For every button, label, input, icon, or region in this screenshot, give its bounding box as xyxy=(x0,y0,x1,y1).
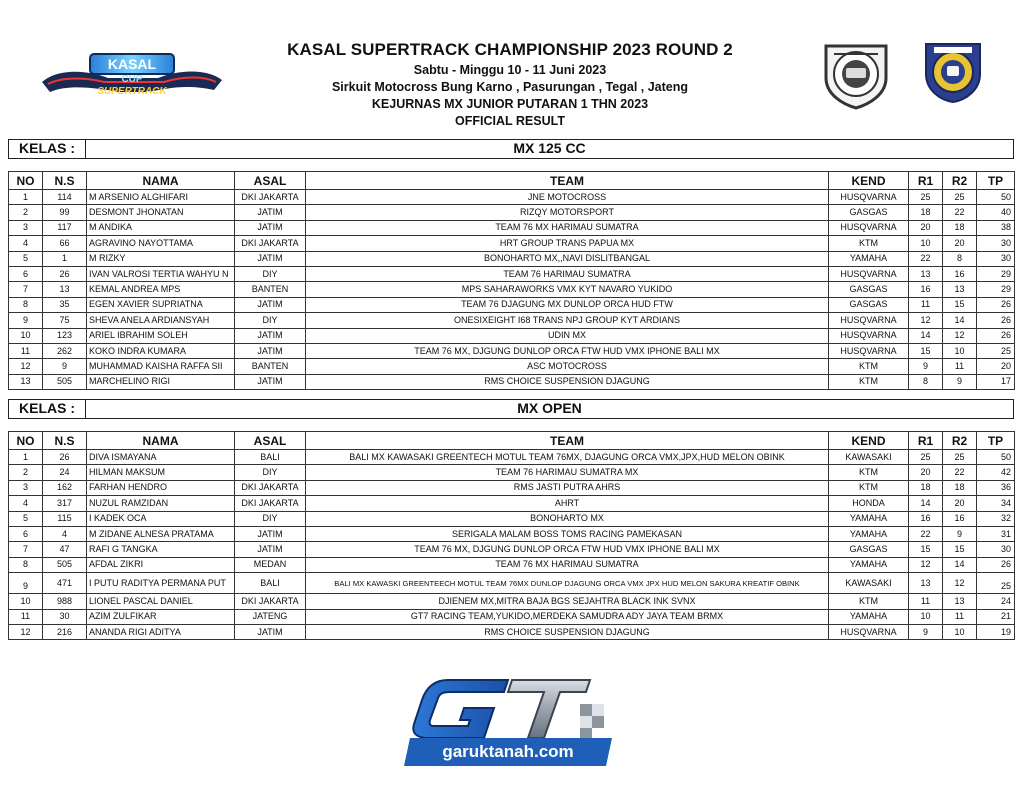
cell-asal: JATIM xyxy=(235,542,306,557)
table-row xyxy=(9,328,1015,343)
results-body xyxy=(9,190,1015,390)
cell-team: ONESIXEIGHT I68 TRANS NPJ GROUP KYT ARDIANS xyxy=(306,313,829,328)
table-row xyxy=(9,526,1015,541)
cell-kend: HUSQVARNA xyxy=(829,624,909,639)
cell-team: HRT GROUP TRANS PAPUA MX xyxy=(306,236,829,251)
cell-asal: JATIM xyxy=(235,220,306,235)
cell-tp: 31 xyxy=(977,526,1015,541)
col-nama: NAMA xyxy=(87,172,235,190)
cell-r1: 20 xyxy=(909,465,943,480)
results-body xyxy=(9,450,1015,640)
cell-asal: DIY xyxy=(235,313,306,328)
cell-nama: IVAN VALROSI TERTIA WAHYU N xyxy=(87,266,235,281)
cell-tp: 17 xyxy=(977,374,1015,389)
cell-tp: 20 xyxy=(977,359,1015,374)
cell-team: BONOHARTO MX xyxy=(306,511,829,526)
cell-asal: JATIM xyxy=(235,328,306,343)
cell-asal: JATIM xyxy=(235,205,306,220)
cell-asal: JATIM xyxy=(235,297,306,312)
cell-r2: 25 xyxy=(943,450,977,465)
cell-ns: 35 xyxy=(43,297,87,312)
cell-no: 9 xyxy=(9,573,43,594)
cell-team: ASC MOTOCROSS xyxy=(306,359,829,374)
col-nama: NAMA xyxy=(87,432,235,450)
cell-team: RIZQY MOTORSPORT xyxy=(306,205,829,220)
cell-ns: 4 xyxy=(43,526,87,541)
cell-tp: 40 xyxy=(977,205,1015,220)
cell-kend: GASGAS xyxy=(829,205,909,220)
cell-r1: 22 xyxy=(909,251,943,266)
table-row xyxy=(9,496,1015,511)
cell-ns: 262 xyxy=(43,343,87,358)
table-row xyxy=(9,251,1015,266)
cell-asal: DKI JAKARTA xyxy=(235,496,306,511)
cell-no: 7 xyxy=(9,282,43,297)
cell-ns: 216 xyxy=(43,624,87,639)
cell-r1: 16 xyxy=(909,511,943,526)
cell-nama: M ARSENIO ALGHIFARI xyxy=(87,190,235,205)
cell-ns: 75 xyxy=(43,313,87,328)
cell-ns: 9 xyxy=(43,359,87,374)
cell-tp: 30 xyxy=(977,251,1015,266)
title-block xyxy=(250,40,770,128)
table-row xyxy=(9,542,1015,557)
cell-team: TEAM 76 MX HARIMAU SUMATRA xyxy=(306,220,829,235)
cell-kend: KTM xyxy=(829,480,909,495)
brand-url[interactable]: garuktanah.com xyxy=(442,742,574,761)
cell-kend: KTM xyxy=(829,359,909,374)
cell-nama: DIVA ISMAYANA xyxy=(87,450,235,465)
table-row xyxy=(9,465,1015,480)
table-row xyxy=(9,374,1015,389)
cell-r2: 11 xyxy=(943,359,977,374)
cell-no: 8 xyxy=(9,297,43,312)
cell-no: 9 xyxy=(9,313,43,328)
cell-asal: DIY xyxy=(235,465,306,480)
cell-tp: 29 xyxy=(977,266,1015,281)
cell-team: AHRT xyxy=(306,496,829,511)
logo-line-cup: CUP xyxy=(121,74,143,85)
cell-r2: 20 xyxy=(943,236,977,251)
table-row xyxy=(9,266,1015,281)
cell-ns: 47 xyxy=(43,542,87,557)
cell-no: 5 xyxy=(9,251,43,266)
cell-nama: RAFI G TANGKA xyxy=(87,542,235,557)
col-asal: ASAL xyxy=(235,432,306,450)
cell-team: TEAM 76 DJAGUNG MX DUNLOP ORCA HUD FTW xyxy=(306,297,829,312)
cell-kend: HUSQVARNA xyxy=(829,328,909,343)
cell-tp: 26 xyxy=(977,557,1015,572)
event-date: Sabtu - Minggu 10 - 11 Juni 2023 xyxy=(413,63,607,77)
cell-r1: 8 xyxy=(909,374,943,389)
cell-r2: 10 xyxy=(943,343,977,358)
cell-ns: 24 xyxy=(43,465,87,480)
cell-tp: 29 xyxy=(977,282,1015,297)
cell-team: RMS JASTI PUTRA AHRS xyxy=(306,480,829,495)
col-kend: KEND xyxy=(829,172,909,190)
table-row xyxy=(9,343,1015,358)
cell-ns: 471 xyxy=(43,573,87,594)
cell-tp: 32 xyxy=(977,511,1015,526)
cell-team: BONOHARTO MX,,NAVI DISLITBANGAL xyxy=(306,251,829,266)
table-row xyxy=(9,220,1015,235)
cell-r1: 12 xyxy=(909,557,943,572)
table-row xyxy=(9,190,1015,205)
table-header-row xyxy=(9,432,1015,450)
cell-tp: 30 xyxy=(977,236,1015,251)
championship-title: KASAL SUPERTRACK CHAMPIONSHIP 2023 ROUND 2 xyxy=(287,40,733,59)
cell-r1: 14 xyxy=(909,328,943,343)
event-subtitle: KEJURNAS MX JUNIOR PUTARAN 1 THN 2023 xyxy=(371,97,649,111)
kasal-cup-logo xyxy=(38,48,226,100)
cell-team: TEAM 76 MX, DJGUNG DUNLOP ORCA FTW HUD VMX IPHONE BALI MX xyxy=(306,343,829,358)
cell-r1: 15 xyxy=(909,542,943,557)
col-r1: R1 xyxy=(909,432,943,450)
table-row xyxy=(9,359,1015,374)
cell-kend: GASGAS xyxy=(829,542,909,557)
table-row xyxy=(9,282,1015,297)
cell-team: DJIENEM MX,MITRA BAJA BGS SEJAHTRA BLACK INK SVNX xyxy=(306,594,829,609)
cell-no: 7 xyxy=(9,542,43,557)
cell-r1: 25 xyxy=(909,450,943,465)
cell-kend: GASGAS xyxy=(829,297,909,312)
cell-nama: M ZIDANE ALNESA PRATAMA xyxy=(87,526,235,541)
cell-tp: 26 xyxy=(977,297,1015,312)
cell-team: MPS SAHARAWORKS VMX KYT NAVARO YUKIDO xyxy=(306,282,829,297)
cell-r1: 11 xyxy=(909,594,943,609)
cell-team: RMS CHOICE SUSPENSION DJAGUNG xyxy=(306,624,829,639)
cell-r2: 12 xyxy=(943,328,977,343)
cell-nama: AGRAVINO NAYOTTAMA xyxy=(87,236,235,251)
event-venue: Sirkuit Motocross Bung Karno , Pasurungan , Tegal , Jateng xyxy=(331,80,689,94)
cell-team: SERIGALA MALAM BOSS TOMS RACING PAMEKASAN xyxy=(306,526,829,541)
table-row xyxy=(9,511,1015,526)
cell-no: 2 xyxy=(9,465,43,480)
cell-nama: DESMONT JHONATAN xyxy=(87,205,235,220)
cell-r2: 16 xyxy=(943,266,977,281)
class-bar-mxopen xyxy=(8,399,1014,419)
cell-r2: 11 xyxy=(943,609,977,624)
cell-r1: 18 xyxy=(909,205,943,220)
cell-kend: HONDA xyxy=(829,496,909,511)
col-tp: TP xyxy=(977,172,1015,190)
col-asal: ASAL xyxy=(235,172,306,190)
cell-r2: 13 xyxy=(943,282,977,297)
logo-line-supertrack: SUPERTRACK xyxy=(97,86,167,97)
cell-r1: 15 xyxy=(909,343,943,358)
cell-no: 4 xyxy=(9,236,43,251)
cell-ns: 26 xyxy=(43,266,87,281)
table-row xyxy=(9,297,1015,312)
cell-asal: DKI JAKARTA xyxy=(235,236,306,251)
col-no: NO xyxy=(9,432,43,450)
cell-ns: 13 xyxy=(43,282,87,297)
cell-tp: 26 xyxy=(977,328,1015,343)
table-row xyxy=(9,205,1015,220)
cell-r1: 13 xyxy=(909,266,943,281)
cell-r2: 9 xyxy=(943,526,977,541)
cell-no: 3 xyxy=(9,220,43,235)
official-result-label: OFFICIAL RESULT xyxy=(455,114,565,128)
class-label: KELAS : xyxy=(9,140,86,158)
cell-tp: 25 xyxy=(977,343,1015,358)
cell-nama: KEMAL ANDREA MPS xyxy=(87,282,235,297)
cell-kend: YAMAHA xyxy=(829,526,909,541)
cell-no: 2 xyxy=(9,205,43,220)
cell-asal: BALI xyxy=(235,573,306,594)
cell-ns: 162 xyxy=(43,480,87,495)
cell-ns: 115 xyxy=(43,511,87,526)
cell-nama: FARHAN HENDRO xyxy=(87,480,235,495)
cell-tp: 25 xyxy=(977,573,1015,594)
col-tp: TP xyxy=(977,432,1015,450)
cell-r2: 20 xyxy=(943,496,977,511)
table-row xyxy=(9,573,1015,594)
cell-tp: 19 xyxy=(977,624,1015,639)
cell-ns: 505 xyxy=(43,374,87,389)
table-row xyxy=(9,236,1015,251)
cell-kend: KTM xyxy=(829,374,909,389)
cell-r2: 25 xyxy=(943,190,977,205)
cell-asal: DIY xyxy=(235,511,306,526)
cell-nama: MARCHELINO RIGI xyxy=(87,374,235,389)
cell-r2: 22 xyxy=(943,205,977,220)
cell-asal: JATIM xyxy=(235,374,306,389)
cell-asal: DKI JAKARTA xyxy=(235,480,306,495)
class-bar-mx125 xyxy=(8,139,1014,159)
cell-r1: 9 xyxy=(909,359,943,374)
cell-nama: AZIM ZULFIKAR xyxy=(87,609,235,624)
cell-r1: 12 xyxy=(909,313,943,328)
cell-r1: 16 xyxy=(909,282,943,297)
cell-r2: 13 xyxy=(943,594,977,609)
cell-no: 3 xyxy=(9,480,43,495)
cell-r1: 9 xyxy=(909,624,943,639)
jawa-tengah-emblem-icon xyxy=(920,38,986,104)
cell-kend: YAMAHA xyxy=(829,609,909,624)
cell-nama: ARIEL IBRAHIM SOLEH xyxy=(87,328,235,343)
cell-r2: 15 xyxy=(943,297,977,312)
cell-ns: 66 xyxy=(43,236,87,251)
table-row xyxy=(9,450,1015,465)
col-team: TEAM xyxy=(306,432,829,450)
cell-kend: YAMAHA xyxy=(829,557,909,572)
cell-ns: 114 xyxy=(43,190,87,205)
results-table-mx125 xyxy=(8,171,1015,390)
cell-tp: 21 xyxy=(977,609,1015,624)
table-row xyxy=(9,609,1015,624)
cell-kend: KAWASAKI xyxy=(829,450,909,465)
cell-no: 12 xyxy=(9,624,43,639)
results-table-mxopen xyxy=(8,431,1015,640)
col-kend: KEND xyxy=(829,432,909,450)
cell-nama: ANANDA RIGI ADITYA xyxy=(87,624,235,639)
table-row xyxy=(9,594,1015,609)
cell-team: TEAM 76 MX HARIMAU SUMATRA xyxy=(306,557,829,572)
cell-r1: 25 xyxy=(909,190,943,205)
cell-r2: 12 xyxy=(943,573,977,594)
cell-no: 10 xyxy=(9,594,43,609)
cell-team: UDIN MX xyxy=(306,328,829,343)
table-row xyxy=(9,557,1015,572)
cell-ns: 123 xyxy=(43,328,87,343)
cell-team: TEAM 76 MX, DJGUNG DUNLOP ORCA FTW HUD VMX IPHONE BALI MX xyxy=(306,542,829,557)
cell-ns: 317 xyxy=(43,496,87,511)
cell-kend: HUSQVARNA xyxy=(829,313,909,328)
cell-r1: 13 xyxy=(909,573,943,594)
class-name: MX 125 CC xyxy=(513,140,586,156)
cell-kend: HUSQVARNA xyxy=(829,343,909,358)
cell-asal: JATIM xyxy=(235,624,306,639)
col-r2: R2 xyxy=(943,432,977,450)
cell-asal: JATENG xyxy=(235,609,306,624)
cell-no: 11 xyxy=(9,609,43,624)
col-team: TEAM xyxy=(306,172,829,190)
cell-asal: BANTEN xyxy=(235,282,306,297)
cell-no: 10 xyxy=(9,328,43,343)
cell-r2: 18 xyxy=(943,220,977,235)
cell-r1: 10 xyxy=(909,609,943,624)
col-r2: R2 xyxy=(943,172,977,190)
cell-tp: 50 xyxy=(977,450,1015,465)
cell-tp: 26 xyxy=(977,313,1015,328)
cell-team: JNE MOTOCROSS xyxy=(306,190,829,205)
col-r1: R1 xyxy=(909,172,943,190)
table-header-row xyxy=(9,172,1015,190)
cell-asal: BANTEN xyxy=(235,359,306,374)
col-ns: N.S xyxy=(43,432,87,450)
cell-ns: 26 xyxy=(43,450,87,465)
cell-kend: HUSQVARNA xyxy=(829,190,909,205)
cell-no: 6 xyxy=(9,526,43,541)
cell-kend: KAWASAKI xyxy=(829,573,909,594)
cell-no: 1 xyxy=(9,450,43,465)
cell-tp: 24 xyxy=(977,594,1015,609)
cell-nama: M ANDIKA xyxy=(87,220,235,235)
cell-ns: 988 xyxy=(43,594,87,609)
cell-nama: KOKO INDRA KUMARA xyxy=(87,343,235,358)
class-name: MX OPEN xyxy=(517,400,582,416)
cell-nama: I KADEK OCA xyxy=(87,511,235,526)
cell-r2: 14 xyxy=(943,313,977,328)
cell-asal: BALI xyxy=(235,450,306,465)
cell-no: 4 xyxy=(9,496,43,511)
cell-ns: 99 xyxy=(43,205,87,220)
cell-kend: KTM xyxy=(829,465,909,480)
cell-ns: 1 xyxy=(43,251,87,266)
cell-r2: 18 xyxy=(943,480,977,495)
cell-team: BALI MX KAWASKI GREENTEECH MOTUL TEAM 76MX DUNLOP DJAGUNG ORCA VMX JPX HUD MELON SAKURA KREATIF OBINK xyxy=(306,573,829,594)
cell-nama: EGEN XAVIER SUPRIATNA xyxy=(87,297,235,312)
cell-r1: 22 xyxy=(909,526,943,541)
cell-ns: 117 xyxy=(43,220,87,235)
cell-no: 8 xyxy=(9,557,43,572)
cell-r2: 16 xyxy=(943,511,977,526)
cell-tp: 34 xyxy=(977,496,1015,511)
col-no: NO xyxy=(9,172,43,190)
cell-asal: JATIM xyxy=(235,343,306,358)
cell-tp: 36 xyxy=(977,480,1015,495)
table-row xyxy=(9,624,1015,639)
cell-tp: 30 xyxy=(977,542,1015,557)
cell-team: TEAM 76 HARIMAU SUMATRA xyxy=(306,266,829,281)
cell-kend: KTM xyxy=(829,594,909,609)
cell-team: RMS CHOICE SUSPENSION DJAGUNG xyxy=(306,374,829,389)
cell-no: 1 xyxy=(9,190,43,205)
logo-line-kasal: KASAL xyxy=(107,56,157,72)
cell-asal: DIY xyxy=(235,266,306,281)
table-row xyxy=(9,313,1015,328)
cell-nama: AFDAL ZIKRI xyxy=(87,557,235,572)
cell-r2: 9 xyxy=(943,374,977,389)
cell-team: GT7 RACING TEAM,YUKIDO,MERDEKA SAMUDRA ADY JAYA TEAM BRMX xyxy=(306,609,829,624)
cell-nama: SHEVA ANELA ARDIANSYAH xyxy=(87,313,235,328)
cell-nama: I PUTU RADITYA PERMANA PUT xyxy=(87,573,235,594)
cell-no: 13 xyxy=(9,374,43,389)
cell-kend: GASGAS xyxy=(829,282,909,297)
imi-emblem-icon xyxy=(820,38,892,110)
table-row xyxy=(9,480,1015,495)
cell-nama: HILMAN MAKSUM xyxy=(87,465,235,480)
cell-ns: 505 xyxy=(43,557,87,572)
cell-asal: MEDAN xyxy=(235,557,306,572)
cell-r2: 22 xyxy=(943,465,977,480)
class-label: KELAS : xyxy=(9,400,86,418)
cell-tp: 50 xyxy=(977,190,1015,205)
cell-r1: 11 xyxy=(909,297,943,312)
col-ns: N.S xyxy=(43,172,87,190)
cell-asal: JATIM xyxy=(235,526,306,541)
cell-asal: DKI JAKARTA xyxy=(235,190,306,205)
cell-team: TEAM 76 HARIMAU SUMATRA MX xyxy=(306,465,829,480)
cell-r1: 14 xyxy=(909,496,943,511)
cell-no: 6 xyxy=(9,266,43,281)
cell-kend: YAMAHA xyxy=(829,251,909,266)
cell-kend: KTM xyxy=(829,236,909,251)
cell-r2: 8 xyxy=(943,251,977,266)
cell-team: BALI MX KAWASAKI GREENTECH MOTUL TEAM 76MX, DJAGUNG ORCA VMX,JPX,HUD MELON OBINK xyxy=(306,450,829,465)
cell-tp: 38 xyxy=(977,220,1015,235)
cell-nama: MUHAMMAD KAISHA RAFFA SII xyxy=(87,359,235,374)
cell-r2: 15 xyxy=(943,542,977,557)
cell-r2: 14 xyxy=(943,557,977,572)
cell-no: 5 xyxy=(9,511,43,526)
cell-kend: HUSQVARNA xyxy=(829,220,909,235)
cell-asal: DKI JAKARTA xyxy=(235,594,306,609)
cell-kend: YAMAHA xyxy=(829,511,909,526)
cell-r1: 18 xyxy=(909,480,943,495)
cell-asal: JATIM xyxy=(235,251,306,266)
cell-r1: 20 xyxy=(909,220,943,235)
cell-tp: 42 xyxy=(977,465,1015,480)
cell-no: 11 xyxy=(9,343,43,358)
cell-ns: 30 xyxy=(43,609,87,624)
cell-nama: NUZUL RAMZIDAN xyxy=(87,496,235,511)
cell-no: 12 xyxy=(9,359,43,374)
cell-nama: LIONEL PASCAL DANIEL xyxy=(87,594,235,609)
cell-r2: 10 xyxy=(943,624,977,639)
cell-nama: M RIZKY xyxy=(87,251,235,266)
document-header xyxy=(0,0,1024,132)
cell-r1: 10 xyxy=(909,236,943,251)
cell-kend: HUSQVARNA xyxy=(829,266,909,281)
